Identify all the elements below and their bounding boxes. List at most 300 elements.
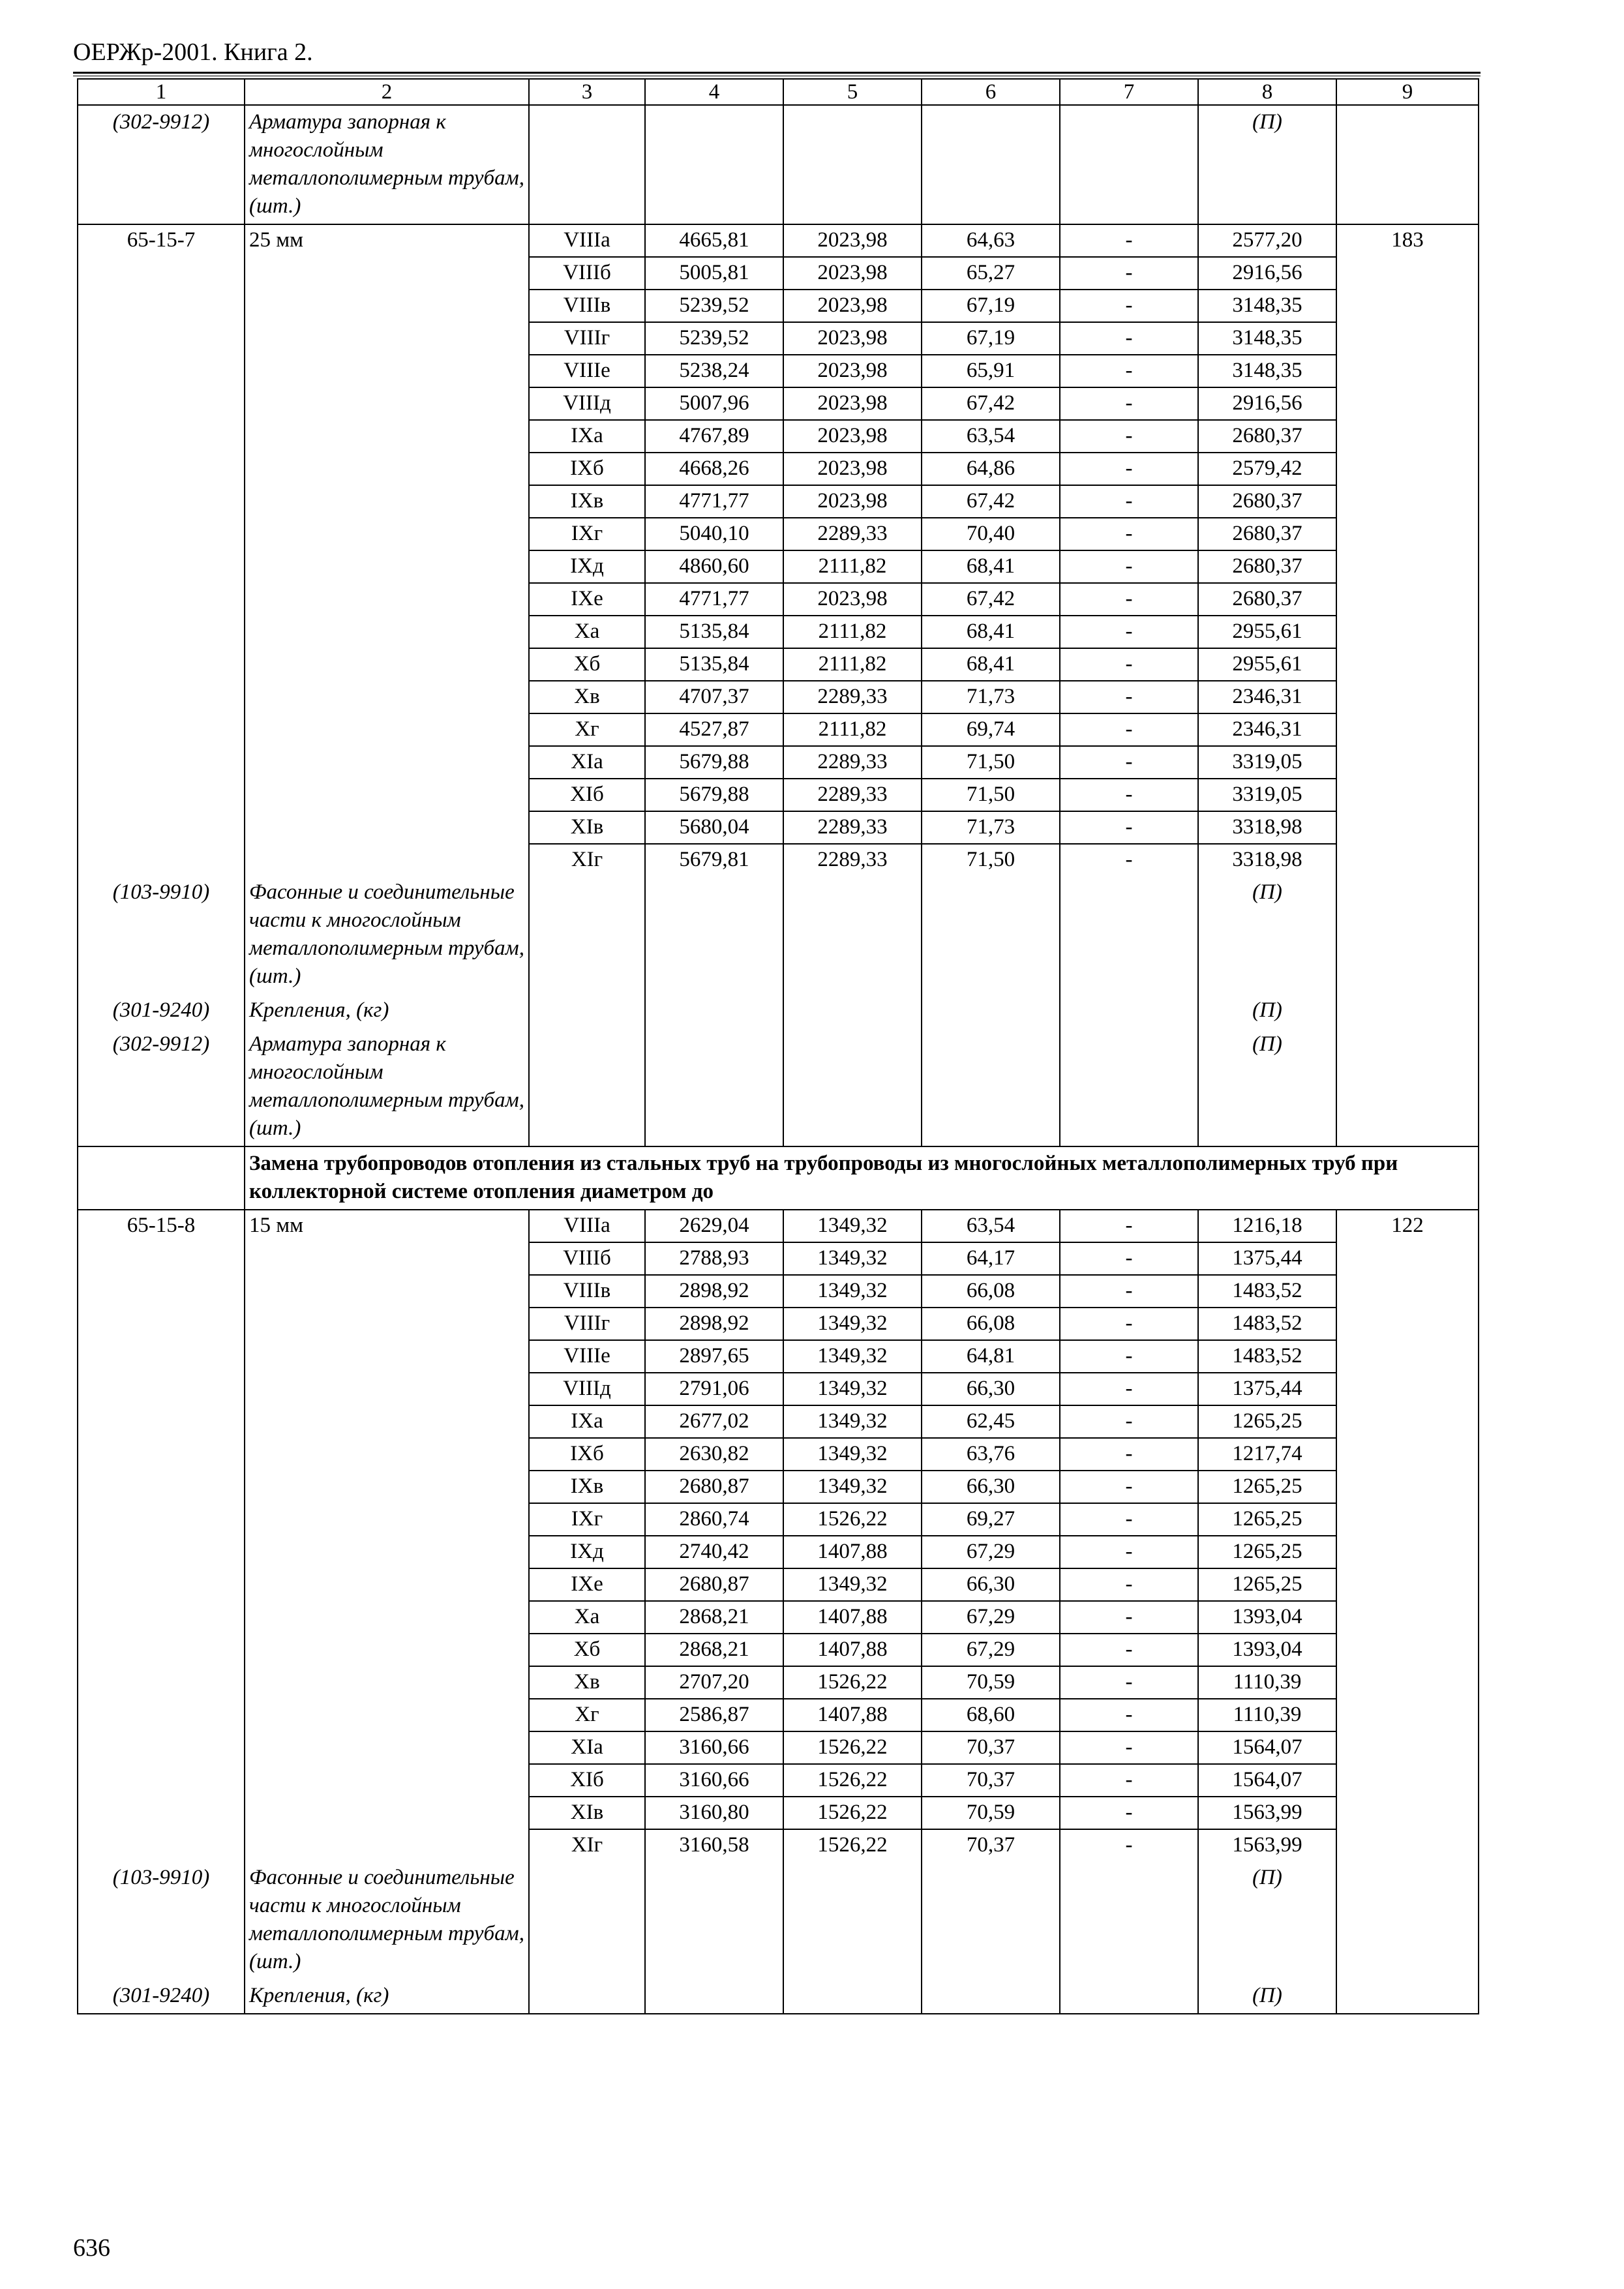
empty-cell [1336,779,1479,811]
table-cell: 2629,04 [645,1210,783,1242]
table-cell: IXб [529,1438,645,1471]
table-cell: 3319,05 [1198,779,1336,811]
empty-cell [1336,681,1479,713]
table-cell: 68,41 [922,616,1060,648]
table-cell: 67,42 [922,485,1060,518]
table-row [78,1308,1479,1340]
table-cell: XIг [529,1829,645,1861]
empty-cell [1336,1438,1479,1471]
empty-cell [645,1979,783,2014]
table-row [78,616,1479,648]
table-row [78,420,1479,453]
table-cell: - [1060,713,1198,746]
table-cell: 4767,89 [645,420,783,453]
table-cell: - [1060,1308,1198,1340]
table-cell: - [1060,1503,1198,1536]
empty-cell [1336,420,1479,453]
empty-cell [1336,1797,1479,1829]
table-cell: 64,86 [922,453,1060,485]
table-row [78,1373,1479,1405]
table-cell: - [1060,257,1198,290]
table-cell: 2955,61 [1198,648,1336,681]
table-cell: 2586,87 [645,1699,783,1731]
table-cell: - [1060,1405,1198,1438]
table-row [78,648,1479,681]
table-cell: 5679,81 [645,844,783,876]
empty-cell [1060,1861,1198,1979]
table-cell: 1349,32 [783,1438,922,1471]
table-cell: 70,37 [922,1829,1060,1861]
empty-cell [78,1666,245,1699]
table-cell: 70,59 [922,1797,1060,1829]
table-cell: XIа [529,1731,645,1764]
empty-cell [922,1028,1060,1146]
resource-note-row [78,876,1479,994]
table-cell: - [1060,648,1198,681]
empty-cell [78,355,245,387]
page-number: 636 [73,2234,110,2262]
table-cell: 5679,88 [645,746,783,779]
table-cell: IXв [529,485,645,518]
empty-cell [529,876,645,994]
table-row [78,1764,1479,1797]
table-cell: 2860,74 [645,1503,783,1536]
empty-cell [78,1146,245,1210]
empty-cell [1336,1503,1479,1536]
empty-cell [1336,290,1479,322]
empty-cell [78,518,245,550]
empty-cell [783,105,922,224]
table-cell: 2740,42 [645,1536,783,1568]
empty-cell [783,1028,922,1146]
empty-cell [78,453,245,485]
table-cell: 65,91 [922,355,1060,387]
table-row [78,779,1479,811]
table-cell: VIIIб [529,1242,645,1275]
resource-name: Крепления, (кг) [245,1979,529,2014]
table-cell: VIIIд [529,387,645,420]
empty-cell [78,1634,245,1666]
empty-cell [78,616,245,648]
table-cell: Xв [529,1666,645,1699]
table-cell: 64,81 [922,1340,1060,1373]
column-header: 7 [1060,79,1198,105]
table-row [78,1634,1479,1666]
resource-mark: (П) [1198,994,1336,1028]
empty-cell [245,1275,529,1308]
empty-cell [1336,844,1479,876]
table-cell: 1110,39 [1198,1666,1336,1699]
empty-cell [1336,550,1479,583]
column-header: 2 [245,79,529,105]
table-cell: 2680,37 [1198,583,1336,616]
empty-cell [1336,1275,1479,1308]
empty-cell [245,811,529,844]
table-row [78,1536,1479,1568]
table-cell: - [1060,583,1198,616]
table-row [78,713,1479,746]
table-row [78,290,1479,322]
empty-cell [1336,1699,1479,1731]
table-cell: - [1060,616,1198,648]
resource-code: (103-9910) [78,876,245,994]
empty-cell [78,1503,245,1536]
table-cell: 1526,22 [783,1829,922,1861]
empty-cell [245,322,529,355]
table-cell: 4771,77 [645,583,783,616]
table-cell: 4668,26 [645,453,783,485]
table-cell: 5238,24 [645,355,783,387]
empty-cell [78,1340,245,1373]
table-cell: IXб [529,453,645,485]
empty-cell [245,1536,529,1568]
empty-cell [529,105,645,224]
table-cell: 1349,32 [783,1242,922,1275]
section-title-row [78,1146,1479,1210]
table-row [78,550,1479,583]
column-header: 8 [1198,79,1336,105]
table-cell: 1349,32 [783,1405,922,1438]
table-cell: 2898,92 [645,1308,783,1340]
empty-cell [245,1764,529,1797]
table-cell: 1349,32 [783,1308,922,1340]
empty-cell [1336,485,1479,518]
resource-mark: (П) [1198,1028,1336,1146]
table-cell: 2916,56 [1198,257,1336,290]
empty-cell [78,1275,245,1308]
empty-cell [78,1764,245,1797]
empty-cell [1336,616,1479,648]
table-cell: - [1060,550,1198,583]
table-cell: 5007,96 [645,387,783,420]
table-cell: - [1060,681,1198,713]
empty-cell [1336,387,1479,420]
empty-cell [245,1308,529,1340]
table-row [78,453,1479,485]
empty-cell [1336,1731,1479,1764]
empty-cell [922,1979,1060,2014]
table-cell: XIв [529,811,645,844]
empty-cell [1336,355,1479,387]
empty-cell [78,1308,245,1340]
empty-cell [245,420,529,453]
table-row [78,355,1479,387]
empty-cell [1336,1242,1479,1275]
table-cell: 5135,84 [645,616,783,648]
table-cell: 1349,32 [783,1471,922,1503]
table-cell: 2955,61 [1198,616,1336,648]
table-cell: 1349,32 [783,1568,922,1601]
table-cell: Xг [529,713,645,746]
table-cell: XIа [529,746,645,779]
table-cell: - [1060,518,1198,550]
table-cell: Xг [529,1699,645,1731]
table-cell: 5040,10 [645,518,783,550]
table-row [78,1568,1479,1601]
table-cell: 2680,37 [1198,420,1336,453]
empty-cell [1336,1405,1479,1438]
table-cell: 2579,42 [1198,453,1336,485]
table-cell: Xа [529,616,645,648]
table-cell: 2868,21 [645,1601,783,1634]
resource-name: Фасонные и соединительные части к многослойным металлополимерным трубам, (шт.) [245,876,529,994]
table-cell: 2023,98 [783,257,922,290]
empty-cell [645,105,783,224]
table-cell: 5135,84 [645,648,783,681]
resource-name: Арматура запорная к многослойным металлополимерным трубам, (шт.) [245,1028,529,1146]
table-cell: 2897,65 [645,1340,783,1373]
empty-cell [245,1242,529,1275]
empty-cell [1336,1373,1479,1405]
table-cell: 5679,88 [645,779,783,811]
table-cell: - [1060,746,1198,779]
table-cell: 2707,20 [645,1666,783,1699]
table-cell: - [1060,1471,1198,1503]
table-cell: - [1060,844,1198,876]
table-cell: 1407,88 [783,1699,922,1731]
table-cell: - [1060,1764,1198,1797]
table-cell: - [1060,1731,1198,1764]
empty-cell [1336,1979,1479,2014]
empty-cell [645,1861,783,1979]
table-row [78,518,1479,550]
table-cell: 2023,98 [783,387,922,420]
empty-cell [645,876,783,994]
empty-cell [245,387,529,420]
table-cell: 1526,22 [783,1797,922,1829]
empty-cell [1060,1028,1198,1146]
resource-note-row [78,1979,1479,2014]
resource-code: (301-9240) [78,1979,245,2014]
empty-cell [245,1699,529,1731]
table-cell: 4527,87 [645,713,783,746]
table-cell: 63,76 [922,1438,1060,1471]
empty-cell [783,994,922,1028]
table-cell: - [1060,322,1198,355]
empty-cell [1060,1979,1198,2014]
table-cell: 68,41 [922,648,1060,681]
empty-cell [78,485,245,518]
empty-cell [245,1829,529,1861]
table-cell: - [1060,355,1198,387]
table-cell: 1393,04 [1198,1634,1336,1666]
table-cell: 63,54 [922,420,1060,453]
item-name: 25 мм [245,224,529,257]
empty-cell [245,713,529,746]
table-row [78,322,1479,355]
table-cell: 1349,32 [783,1340,922,1373]
table-cell: 2289,33 [783,518,922,550]
table-cell: 2577,20 [1198,224,1336,257]
empty-cell [245,1731,529,1764]
table-cell: VIIIа [529,1210,645,1242]
empty-cell [783,876,922,994]
empty-cell [245,1405,529,1438]
table-row [78,1797,1479,1829]
table-cell: Xб [529,648,645,681]
table-cell: 68,41 [922,550,1060,583]
table-cell: 3148,35 [1198,290,1336,322]
table-row [78,1503,1479,1536]
table-cell: 2680,87 [645,1568,783,1601]
empty-cell [245,1634,529,1666]
empty-cell [245,1666,529,1699]
table-row [78,583,1479,616]
table-cell: - [1060,779,1198,811]
table-cell: 2916,56 [1198,387,1336,420]
table-cell: 2680,37 [1198,485,1336,518]
table-cell: VIIIг [529,322,645,355]
table-cell: 1349,32 [783,1373,922,1405]
table-row [78,1471,1479,1503]
table-cell: 2630,82 [645,1438,783,1471]
table-cell: IXг [529,518,645,550]
resource-note-row [78,994,1479,1028]
table-cell: - [1060,387,1198,420]
column-header: 1 [78,79,245,105]
empty-cell [1336,453,1479,485]
table-cell: 2289,33 [783,811,922,844]
table-row [78,1275,1479,1308]
table-cell: 1375,44 [1198,1373,1336,1405]
table-cell: 1265,25 [1198,1471,1336,1503]
table-row [78,387,1479,420]
table-cell: IXа [529,1405,645,1438]
table-cell: 3318,98 [1198,811,1336,844]
table-body [78,79,1479,2014]
item-code: 65-15-8 [78,1210,245,1242]
table-row [78,1731,1479,1764]
table-cell: - [1060,224,1198,257]
table-cell: Xв [529,681,645,713]
table-cell: 1349,32 [783,1210,922,1242]
resource-mark: (П) [1198,105,1336,224]
empty-cell [78,1568,245,1601]
table-cell: 2346,31 [1198,713,1336,746]
empty-cell [1336,1764,1479,1797]
empty-cell [783,1861,922,1979]
empty-cell [245,1503,529,1536]
table-row [78,224,1479,257]
item-tail-value: 122 [1336,1210,1479,1242]
table-row [78,681,1479,713]
table-cell: - [1060,1797,1198,1829]
empty-cell [922,1861,1060,1979]
table-cell: 64,63 [922,224,1060,257]
table-row [78,257,1479,290]
column-header: 5 [783,79,922,105]
empty-cell [1336,811,1479,844]
empty-cell [245,257,529,290]
table-cell: 1110,39 [1198,1699,1336,1731]
table-cell: XIг [529,844,645,876]
table-cell: 1393,04 [1198,1601,1336,1634]
table-cell: 71,50 [922,746,1060,779]
table-row [78,1438,1479,1471]
table-cell: VIIIе [529,355,645,387]
empty-cell [245,1601,529,1634]
empty-cell [245,779,529,811]
empty-cell [78,779,245,811]
table-cell: 4860,60 [645,550,783,583]
resource-code: (302-9912) [78,105,245,224]
table-cell: - [1060,420,1198,453]
table-cell: 67,42 [922,583,1060,616]
table-cell: 67,29 [922,1601,1060,1634]
empty-cell [245,485,529,518]
table-cell: 1483,52 [1198,1308,1336,1340]
table-cell: 1564,07 [1198,1764,1336,1797]
section-title: Замена трубопроводов отопления из стальных труб на трубопроводы из многослойных металлополимерных труб при коллекторной системе отопления диаметром до [245,1146,1479,1210]
table-cell: XIб [529,779,645,811]
column-header: 6 [922,79,1060,105]
table-cell: VIIIа [529,224,645,257]
table-cell: 70,59 [922,1666,1060,1699]
empty-cell [78,648,245,681]
resource-note-row [78,1861,1479,1979]
empty-cell [922,876,1060,994]
table-cell: - [1060,1373,1198,1405]
table-cell: - [1060,811,1198,844]
empty-cell [1336,1666,1479,1699]
table-cell: 1375,44 [1198,1242,1336,1275]
table-cell: 3160,58 [645,1829,783,1861]
empty-cell [245,1373,529,1405]
empty-cell [78,1405,245,1438]
table-cell: 4707,37 [645,681,783,713]
empty-cell [78,713,245,746]
empty-cell [245,648,529,681]
table-cell: 1265,25 [1198,1503,1336,1536]
table-cell: 2868,21 [645,1634,783,1666]
empty-cell [1336,648,1479,681]
table-cell: 2023,98 [783,322,922,355]
empty-cell [922,994,1060,1028]
empty-cell [645,1028,783,1146]
table-cell: 5005,81 [645,257,783,290]
resource-note-row [78,1028,1479,1146]
item-tail-value: 183 [1336,224,1479,257]
empty-cell [245,1438,529,1471]
table-cell: IXд [529,550,645,583]
empty-cell [1060,994,1198,1028]
table-cell: IXе [529,583,645,616]
table-cell: 66,30 [922,1568,1060,1601]
table-cell: - [1060,1275,1198,1308]
empty-cell [78,550,245,583]
column-header: 3 [529,79,645,105]
empty-cell [245,290,529,322]
resource-mark: (П) [1198,876,1336,994]
table-cell: 67,29 [922,1634,1060,1666]
table-cell: 1563,99 [1198,1797,1336,1829]
table-cell: 2791,06 [645,1373,783,1405]
empty-cell [1336,1634,1479,1666]
item-name: 15 мм [245,1210,529,1242]
table-cell: Xб [529,1634,645,1666]
empty-cell [1336,105,1479,224]
empty-cell [1336,1536,1479,1568]
table-cell: 67,19 [922,322,1060,355]
empty-cell [1336,876,1479,994]
table-row [78,811,1479,844]
table-cell: 2023,98 [783,453,922,485]
table-cell: 68,60 [922,1699,1060,1731]
table-cell: 64,17 [922,1242,1060,1275]
table-cell: 65,27 [922,257,1060,290]
table-cell: 3318,98 [1198,844,1336,876]
empty-cell [245,1471,529,1503]
